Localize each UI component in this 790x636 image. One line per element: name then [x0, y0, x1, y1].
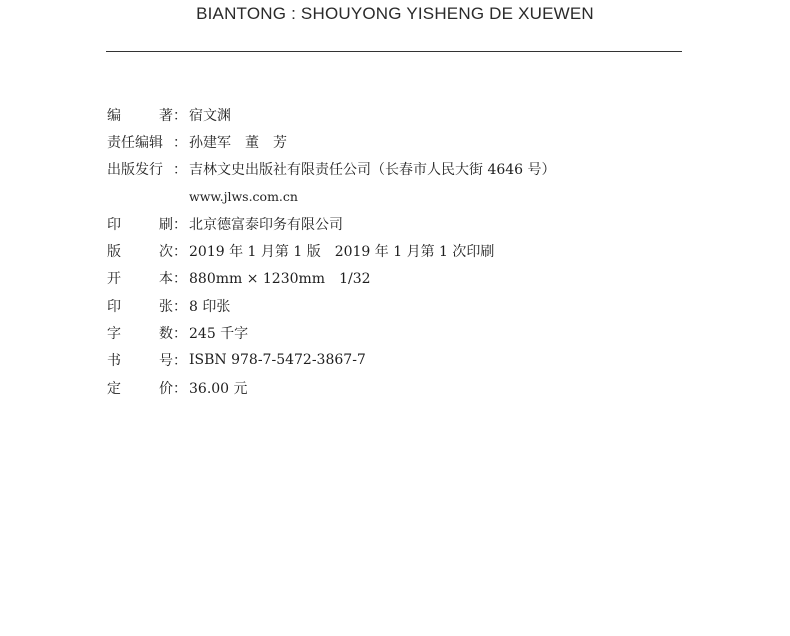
info-label: 印 张 [107, 298, 173, 315]
colon: ： [173, 353, 187, 370]
info-row-wordcount [107, 319, 747, 346]
info-label: 出版发行 [107, 162, 163, 179]
info-label: 印 刷 [107, 216, 173, 233]
info-value: 北京德富泰印务有限公司 [189, 216, 343, 233]
info-label: 书 号 [107, 353, 173, 370]
info-label: 开 本 [107, 271, 173, 288]
copyright-info-list [107, 101, 747, 401]
info-value: 2019 年 1 月第 1 版 2019 年 1 月第 1 次印刷 [189, 244, 495, 261]
info-label: 版 次 [107, 244, 173, 261]
publisher-website: www.jlws.com.cn [189, 189, 298, 205]
info-row-sheets [107, 292, 747, 319]
info-row-editors [107, 128, 747, 155]
colon: ： [173, 134, 187, 151]
colon: ： [173, 107, 187, 124]
info-label: 责任编辑 [107, 134, 163, 151]
colon: ： [173, 271, 187, 288]
info-value: 吉林文史出版社有限责任公司（长春市人民大街 4646 号） [189, 162, 556, 179]
info-value: ISBN 978-7-5472-3867-7 [189, 352, 366, 369]
colon: ： [173, 298, 187, 315]
colon: ： [173, 244, 187, 261]
colon: ： [173, 380, 187, 397]
info-row-isbn [107, 347, 747, 374]
info-row-edition [107, 237, 747, 264]
page-title: BIANTONG : SHOUYONG YISHENG DE XUEWEN [196, 4, 594, 23]
colon: ： [173, 326, 187, 343]
info-value: 孙建军 董 芳 [189, 134, 287, 151]
info-label: 编 著 [107, 107, 173, 124]
info-value: 880mm × 1230mm 1/32 [189, 271, 371, 288]
colon: ： [173, 216, 187, 233]
info-row-website [107, 183, 747, 210]
info-label: 定 价 [107, 380, 173, 397]
colon: ： [173, 162, 187, 179]
info-value: 245 千字 [189, 326, 249, 343]
info-label: 字 数 [107, 326, 173, 343]
info-row-format [107, 265, 747, 292]
info-row-publisher [107, 156, 747, 183]
info-value: 8 印张 [189, 298, 231, 315]
info-row-price [107, 374, 747, 401]
info-row-printer [107, 210, 747, 237]
header-divider [106, 51, 682, 52]
info-value: 宿文渊 [189, 107, 231, 124]
info-row-author [107, 101, 747, 128]
info-value: 36.00 元 [189, 380, 248, 397]
